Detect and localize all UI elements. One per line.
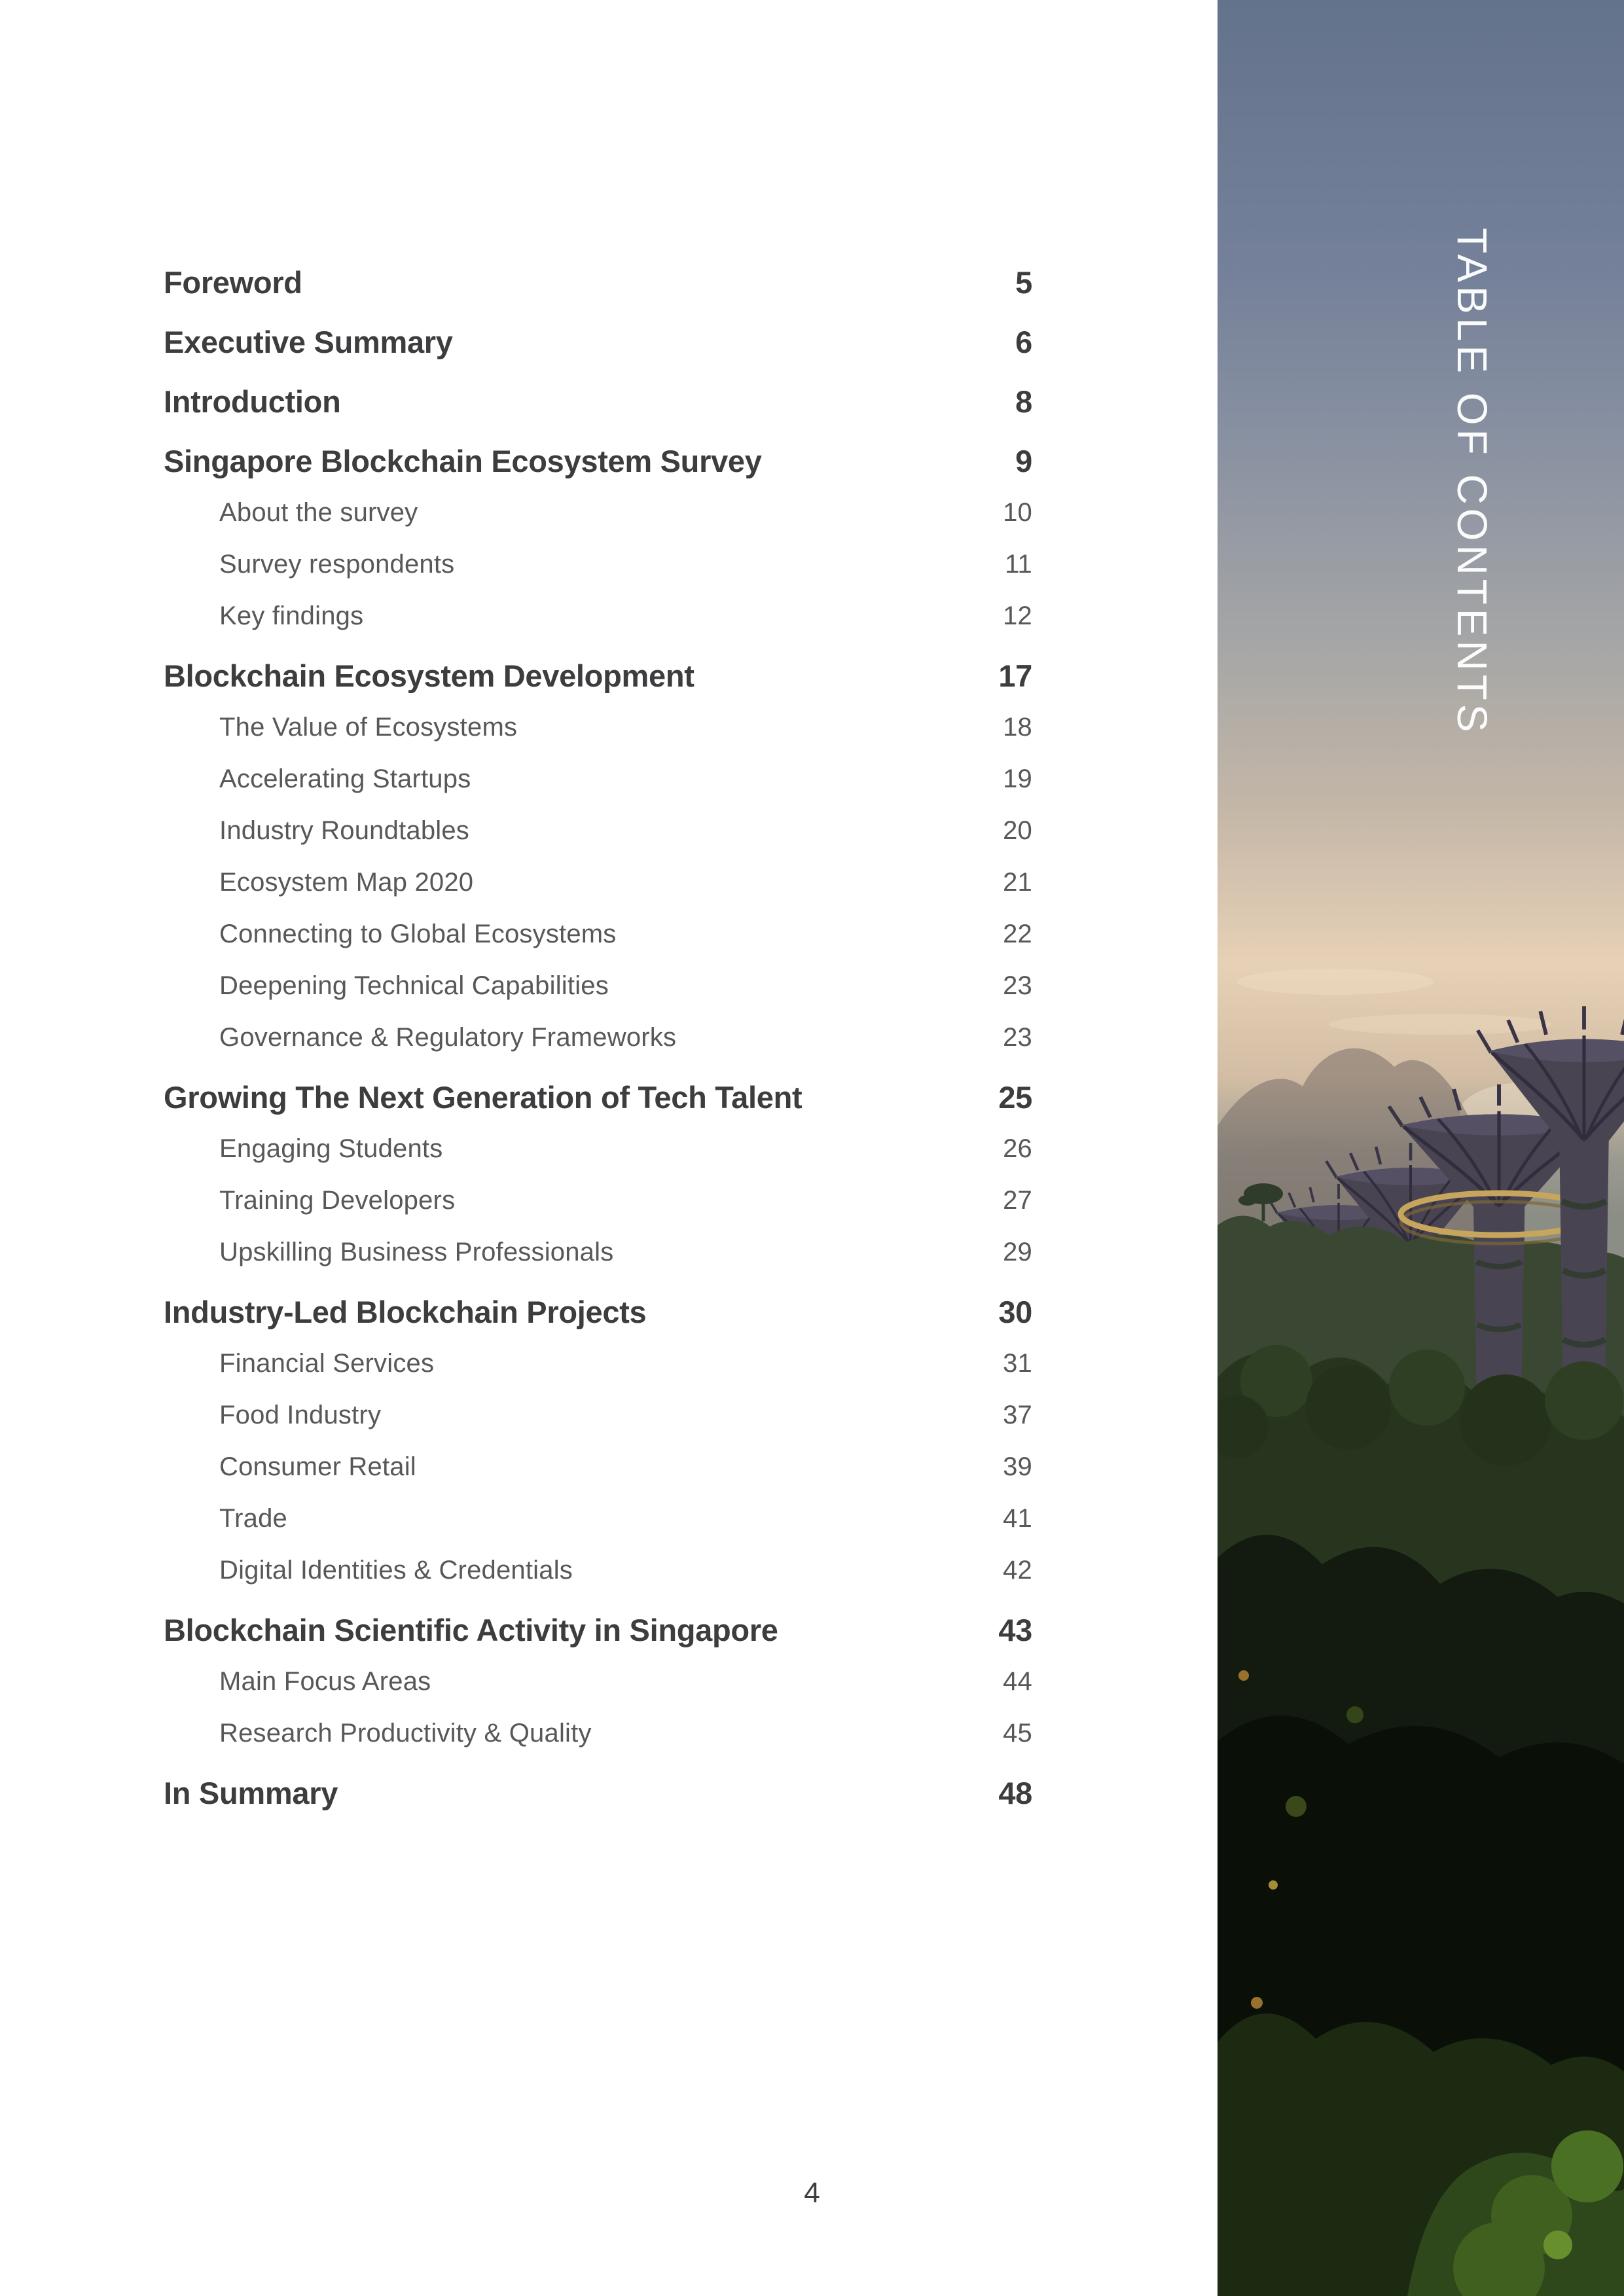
toc-entry[interactable]	[164, 805, 1032, 857]
toc-entry-page: 5	[1015, 265, 1032, 300]
toc-entry[interactable]	[164, 1767, 1032, 1819]
toc-entry-page: 43	[998, 1613, 1032, 1647]
page-number: 4	[804, 2177, 820, 2209]
toc-entry[interactable]	[164, 1708, 1032, 1759]
toc-entry-label: Engaging Students	[219, 1134, 443, 1163]
toc-entry[interactable]	[164, 487, 1032, 539]
toc-entry-page: 39	[1003, 1452, 1032, 1481]
gardens-photo-illustration	[1218, 0, 1624, 2296]
toc-entry[interactable]	[164, 1227, 1032, 1278]
toc-entry[interactable]	[164, 1545, 1032, 1596]
toc-entry-label: In Summary	[164, 1776, 338, 1810]
toc-entry-page: 31	[1003, 1349, 1032, 1378]
toc-entry-page: 29	[1003, 1238, 1032, 1266]
toc-entry-label: The Value of Ecosystems	[219, 713, 518, 742]
toc-entry-page: 42	[1003, 1556, 1032, 1585]
toc-entry-label: Governance & Regulatory Frameworks	[219, 1023, 677, 1052]
toc-entry-page: 44	[1003, 1667, 1032, 1696]
toc-entry-label: Introduction	[164, 384, 341, 419]
toc-entry[interactable]	[164, 1338, 1032, 1390]
toc-entry[interactable]	[164, 435, 1032, 487]
toc-entry-label: Food Industry	[219, 1401, 382, 1429]
toc-entry-label: Singapore Blockchain Ecosystem Survey	[164, 444, 762, 478]
toc-entry-page: 18	[1003, 713, 1032, 742]
toc-entry[interactable]	[164, 908, 1032, 960]
toc-entry-label: Digital Identities & Credentials	[219, 1556, 573, 1585]
toc-entry-label: Growing The Next Generation of Tech Talent	[164, 1080, 803, 1115]
cover-photo	[1218, 0, 1624, 2296]
toc-entry-label: Industry-Led Blockchain Projects	[164, 1295, 647, 1329]
toc-entry-label: About the survey	[219, 498, 418, 527]
toc-entry-page: 22	[1003, 920, 1032, 948]
toc-entry[interactable]	[164, 650, 1032, 702]
toc-entry-label: Consumer Retail	[219, 1452, 416, 1481]
toc-entry-page: 37	[1003, 1401, 1032, 1429]
toc-entry-page: 23	[1003, 971, 1032, 1000]
toc-entry-page: 9	[1015, 444, 1032, 478]
toc-entry-page: 26	[1003, 1134, 1032, 1163]
toc-entry[interactable]	[164, 1012, 1032, 1064]
toc-entry-label: Deepening Technical Capabilities	[219, 971, 609, 1000]
toc-entry-label: Training Developers	[219, 1186, 456, 1215]
toc-entry[interactable]	[164, 1123, 1032, 1175]
toc-entry-label: Financial Services	[219, 1349, 435, 1378]
toc-entry-page: 11	[1005, 550, 1032, 579]
toc-entry[interactable]	[164, 702, 1032, 753]
toc-entry[interactable]	[164, 1493, 1032, 1545]
toc-entry[interactable]	[164, 590, 1032, 642]
toc-entry-page: 20	[1003, 816, 1032, 845]
toc-entry[interactable]	[164, 1656, 1032, 1708]
toc-entry[interactable]	[164, 1286, 1032, 1338]
toc-entry-label: Trade	[219, 1504, 288, 1533]
toc-entry-label: Survey respondents	[219, 550, 455, 579]
toc-entry-label: Foreword	[164, 265, 302, 300]
toc-entry[interactable]	[164, 1604, 1032, 1656]
toc-entry-label: Executive Summary	[164, 325, 453, 359]
toc-entry-page: 19	[1003, 764, 1032, 793]
toc-entry-page: 6	[1015, 325, 1032, 359]
toc-entry-label: Blockchain Scientific Activity in Singapore	[164, 1613, 778, 1647]
toc-entry-label: Ecosystem Map 2020	[219, 868, 474, 897]
toc-entry-label: Main Focus Areas	[219, 1667, 431, 1696]
toc-entry[interactable]	[164, 257, 1032, 308]
toc-entry-label: Connecting to Global Ecosystems	[219, 920, 617, 948]
toc-entry-page: 41	[1003, 1504, 1032, 1533]
toc-entry-label: Accelerating Startups	[219, 764, 471, 793]
toc-list	[164, 257, 1032, 1819]
toc-entry[interactable]	[164, 753, 1032, 805]
toc-entry-page: 17	[998, 658, 1032, 693]
toc-entry-label: Key findings	[219, 601, 364, 630]
toc-entry[interactable]	[164, 1441, 1032, 1493]
toc-entry-page: 25	[998, 1080, 1032, 1115]
toc-entry-page: 30	[998, 1295, 1032, 1329]
toc-entry-page: 27	[1003, 1186, 1032, 1215]
section-title-vertical: TABLE OF CONTENTS	[1449, 228, 1496, 736]
toc-entry-page: 48	[998, 1776, 1032, 1810]
toc-entry[interactable]	[164, 539, 1032, 590]
toc-entry-page: 21	[1003, 868, 1032, 897]
toc-entry-page: 45	[1003, 1719, 1032, 1748]
toc-entry-page: 10	[1003, 498, 1032, 527]
toc-entry[interactable]	[164, 960, 1032, 1012]
toc-entry-label: Research Productivity & Quality	[219, 1719, 592, 1748]
toc-entry-page: 12	[1003, 601, 1032, 630]
toc-entry-page: 8	[1015, 384, 1032, 419]
toc-entry-label: Blockchain Ecosystem Development	[164, 658, 695, 693]
toc-entry[interactable]	[164, 857, 1032, 908]
toc-entry-label: Upskilling Business Professionals	[219, 1238, 614, 1266]
toc-entry-page: 23	[1003, 1023, 1032, 1052]
toc-entry[interactable]	[164, 1175, 1032, 1227]
toc-entry[interactable]	[164, 1071, 1032, 1123]
toc-entry[interactable]	[164, 376, 1032, 427]
toc-entry-label: Industry Roundtables	[219, 816, 470, 845]
toc-entry[interactable]	[164, 316, 1032, 368]
toc-entry[interactable]	[164, 1390, 1032, 1441]
